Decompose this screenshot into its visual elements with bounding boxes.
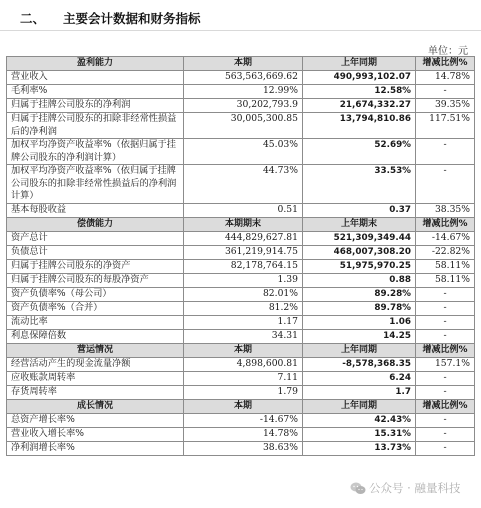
change-percent: - [416, 441, 475, 455]
row-label: 存货周转率 [7, 385, 184, 399]
current-value: 82,178,764.15 [184, 259, 303, 273]
prior-value: 89.28% [303, 287, 416, 301]
change-percent: - [416, 427, 475, 441]
column-header: 上年同期 [303, 57, 416, 71]
row-label: 资产负债率%（母公司） [7, 287, 184, 301]
section-number: 二、 [20, 11, 46, 26]
row-label: 归属于挂牌公司股东的每股净资产 [7, 273, 184, 287]
section-header-title: 成长情况 [7, 399, 184, 413]
change-percent: - [416, 287, 475, 301]
change-percent: 58.11% [416, 259, 475, 273]
row-label: 基本每股收益 [7, 203, 184, 217]
change-percent: 39.35% [416, 99, 475, 113]
current-value: 0.51 [184, 203, 303, 217]
change-percent: - [416, 315, 475, 329]
column-header: 本期 [184, 343, 303, 357]
table-row [7, 413, 475, 427]
row-label: 负债总计 [7, 245, 184, 259]
row-label: 资产总计 [7, 231, 184, 245]
section-header-row [7, 343, 475, 357]
table-row [7, 139, 475, 165]
row-label: 经营活动产生的现金流量净额 [7, 357, 184, 371]
watermark [350, 480, 460, 496]
table-row [7, 287, 475, 301]
table-row [7, 203, 475, 217]
prior-value: 1.7 [303, 385, 416, 399]
current-value: 4,898,600.81 [184, 357, 303, 371]
prior-value: 1.06 [303, 315, 416, 329]
section-header-row [7, 399, 475, 413]
change-percent: - [416, 301, 475, 315]
change-percent: -14.67% [416, 231, 475, 245]
section-header-row [7, 217, 475, 231]
row-label: 资产负债率%（合并） [7, 301, 184, 315]
column-header: 本期 [184, 57, 303, 71]
prior-value: 521,309,349.44 [303, 231, 416, 245]
table-row [7, 273, 475, 287]
change-percent: 14.78% [416, 71, 475, 85]
prior-value: 52.69% [303, 139, 416, 165]
change-percent: 117.51% [416, 113, 475, 139]
column-header: 本期期末 [184, 217, 303, 231]
table-row [7, 315, 475, 329]
prior-value: 14.25 [303, 329, 416, 343]
row-label: 毛利率% [7, 85, 184, 99]
prior-value: -8,578,368.35 [303, 357, 416, 371]
table-row [7, 85, 475, 99]
current-value: 30,202,793.9 [184, 99, 303, 113]
change-percent: - [416, 165, 475, 204]
table-row [7, 71, 475, 85]
section-title: 主要会计数据和财务指标 [63, 11, 201, 26]
current-value: 34.31 [184, 329, 303, 343]
table-row [7, 301, 475, 315]
change-percent: 38.35% [416, 203, 475, 217]
change-percent: - [416, 139, 475, 165]
row-label: 加权平均净资产收益率%（依归属于挂牌公司股东的扣除非经常性损益后的净利润计算） [7, 165, 184, 204]
current-value: 14.78% [184, 427, 303, 441]
change-percent: -22.82% [416, 245, 475, 259]
current-value: 45.03% [184, 139, 303, 165]
current-value: 444,829,627.81 [184, 231, 303, 245]
prior-value: 0.88 [303, 273, 416, 287]
current-value: 12.99% [184, 85, 303, 99]
table-row [7, 371, 475, 385]
change-percent: 58.11% [416, 273, 475, 287]
column-header: 增减比例% [416, 343, 475, 357]
column-header: 增减比例% [416, 57, 475, 71]
table-row [7, 357, 475, 371]
prior-value: 6.24 [303, 371, 416, 385]
change-percent: - [416, 413, 475, 427]
prior-value: 51,975,970.25 [303, 259, 416, 273]
current-value: 7.11 [184, 371, 303, 385]
current-value: 30,005,300.85 [184, 113, 303, 139]
prior-value: 12.58% [303, 85, 416, 99]
row-label: 营业收入 [7, 71, 184, 85]
watermark-text: 公众号 · 融量科技 [369, 481, 461, 495]
column-header: 上年同期 [303, 343, 416, 357]
row-label: 加权平均净资产收益率%（依据归属于挂牌公司股东的净利润计算） [7, 139, 184, 165]
prior-value: 42.43% [303, 413, 416, 427]
section-header-title: 盈利能力 [7, 57, 184, 71]
row-label: 应收账款周转率 [7, 371, 184, 385]
table-row [7, 329, 475, 343]
wechat-icon [350, 482, 366, 495]
current-value: 563,563,669.62 [184, 71, 303, 85]
column-header: 上年期末 [303, 217, 416, 231]
prior-value: 33.53% [303, 165, 416, 204]
current-value: 82.01% [184, 287, 303, 301]
unit-label: 单位：元 [428, 46, 468, 57]
section-header-row [7, 57, 475, 71]
section-header-title: 营运情况 [7, 343, 184, 357]
prior-value: 89.78% [303, 301, 416, 315]
section-header-title: 偿债能力 [7, 217, 184, 231]
row-label: 营业收入增长率% [7, 427, 184, 441]
row-label: 归属于挂牌公司股东的净资产 [7, 259, 184, 273]
row-label: 归属于挂牌公司股东的净利润 [7, 99, 184, 113]
column-header: 增减比例% [416, 399, 475, 413]
change-percent: 157.1% [416, 357, 475, 371]
current-value: 1.79 [184, 385, 303, 399]
row-label: 净利润增长率% [7, 441, 184, 455]
table-row [7, 385, 475, 399]
section-heading [0, 0, 481, 31]
table-row [7, 441, 475, 455]
row-label: 归属于挂牌公司股东的扣除非经常性损益后的净利润 [7, 113, 184, 139]
table-row [7, 99, 475, 113]
current-value: 1.17 [184, 315, 303, 329]
current-value: -14.67% [184, 413, 303, 427]
table-row [7, 427, 475, 441]
column-header: 本期 [184, 399, 303, 413]
current-value: 1.39 [184, 273, 303, 287]
change-percent: - [416, 385, 475, 399]
prior-value: 13.73% [303, 441, 416, 455]
column-header: 上年同期 [303, 399, 416, 413]
table-row [7, 165, 475, 204]
prior-value: 21,674,332.27 [303, 99, 416, 113]
row-label: 总资产增长率% [7, 413, 184, 427]
prior-value: 13,794,810.86 [303, 113, 416, 139]
table-row [7, 113, 475, 139]
current-value: 81.2% [184, 301, 303, 315]
table-row [7, 245, 475, 259]
change-percent: - [416, 85, 475, 99]
current-value: 38.63% [184, 441, 303, 455]
prior-value: 0.37 [303, 203, 416, 217]
row-label: 流动比率 [7, 315, 184, 329]
change-percent: - [416, 329, 475, 343]
prior-value: 15.31% [303, 427, 416, 441]
prior-value: 490,993,102.07 [303, 71, 416, 85]
table-row [7, 259, 475, 273]
current-value: 361,219,914.75 [184, 245, 303, 259]
financial-indicators-table [6, 56, 475, 456]
row-label: 利息保障倍数 [7, 329, 184, 343]
current-value: 44.73% [184, 165, 303, 204]
prior-value: 468,007,308.20 [303, 245, 416, 259]
change-percent: - [416, 371, 475, 385]
column-header: 增减比例% [416, 217, 475, 231]
table-row [7, 231, 475, 245]
